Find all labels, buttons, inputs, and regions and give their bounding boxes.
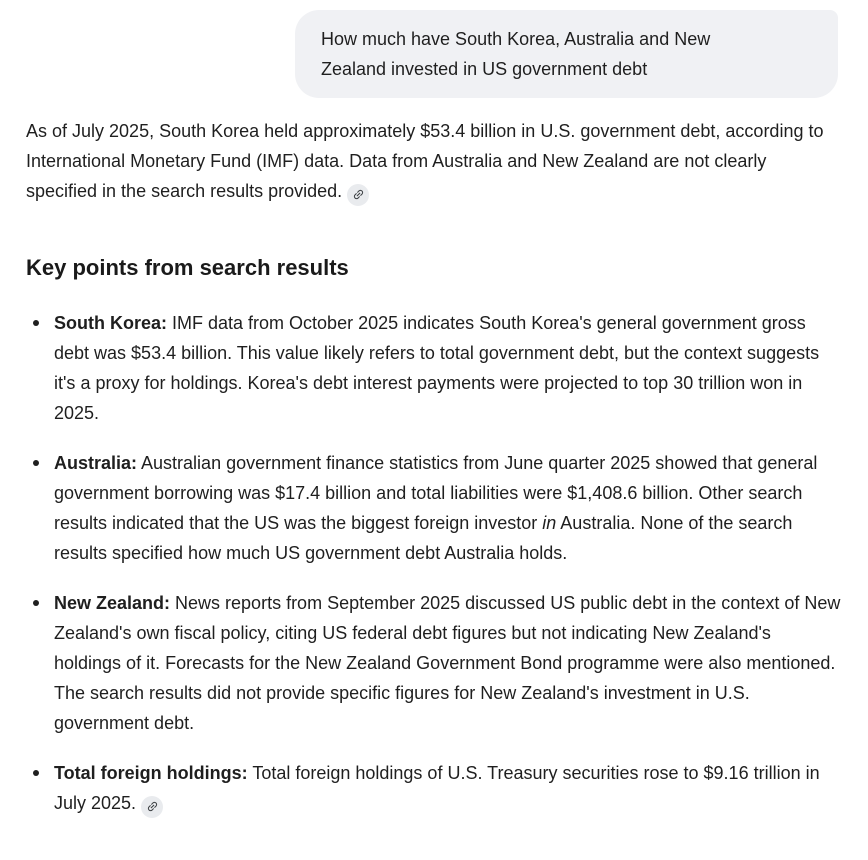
bullet-label-australia: Australia:: [54, 453, 138, 473]
bullet-label-total-foreign-holdings: Total foreign holdings:: [54, 763, 248, 783]
bullet-text-total-foreign-holdings: Total foreign holdings of U.S. Treasury securities rose to $9.16 trillion in July 2025.: [54, 763, 820, 813]
list-item-south-korea: [30, 308, 842, 428]
bullet-text-new-zealand: News reports from September 2025 discussed US public debt in the context of New Zealand's own fiscal policy, citing US federal debt figures but not indicating New Zealand's holdings of it. Forecasts for the New Zealand Government Bond programme were also mentioned. The search results did not provide specific figures for New Zealand's investment in U.S. government debt.: [54, 593, 841, 733]
list-item-new-zealand: [30, 588, 842, 738]
citation-chip[interactable]: [347, 184, 369, 206]
list-item-total-foreign-holdings: [30, 758, 842, 818]
bullet-text-australia-2: Australia. None of the search results specified how much US government debt Australia holds.: [54, 513, 793, 563]
user-message-row: [0, 0, 868, 98]
bullet-label-south-korea: South Korea:: [54, 313, 168, 333]
link-icon: [352, 188, 365, 201]
bullet-text-australia-italic: in: [542, 513, 557, 533]
citation-chip[interactable]: [141, 796, 163, 818]
user-message-bubble: [295, 10, 838, 98]
answer-intro-paragraph: [26, 116, 842, 206]
assistant-response: [0, 116, 868, 818]
list-item-australia: [30, 448, 842, 568]
bullet-text-australia-1: Australian government finance statistics from June quarter 2025 showed that general government borrowing was $17.4 billion and total liabilities were $1,408.6 billion. Other search results indicated that the US was the biggest foreign investor: [54, 453, 818, 533]
bullet-text-south-korea: IMF data from October 2025 indicates South Korea's general government gross debt was $53.4 billion. This value likely refers to total government debt, but the context suggests it's a proxy for holdings. Korea's debt interest payments were projected to top 30 trillion won in 2025.: [54, 313, 820, 423]
user-message-text: How much have South Korea, Australia and New Zealand invested in US government debt: [321, 29, 711, 79]
key-points-heading: Key points from search results: [26, 255, 349, 280]
key-points-list: [26, 308, 842, 818]
link-icon: [146, 800, 159, 813]
bullet-label-new-zealand: New Zealand:: [54, 593, 171, 613]
answer-intro-text: As of July 2025, South Korea held approximately $53.4 billion in U.S. government debt, according to International Monetary Fund (IMF) data. Data from Australia and New Zealand are not clearly specified in the search results provided.: [26, 121, 824, 201]
